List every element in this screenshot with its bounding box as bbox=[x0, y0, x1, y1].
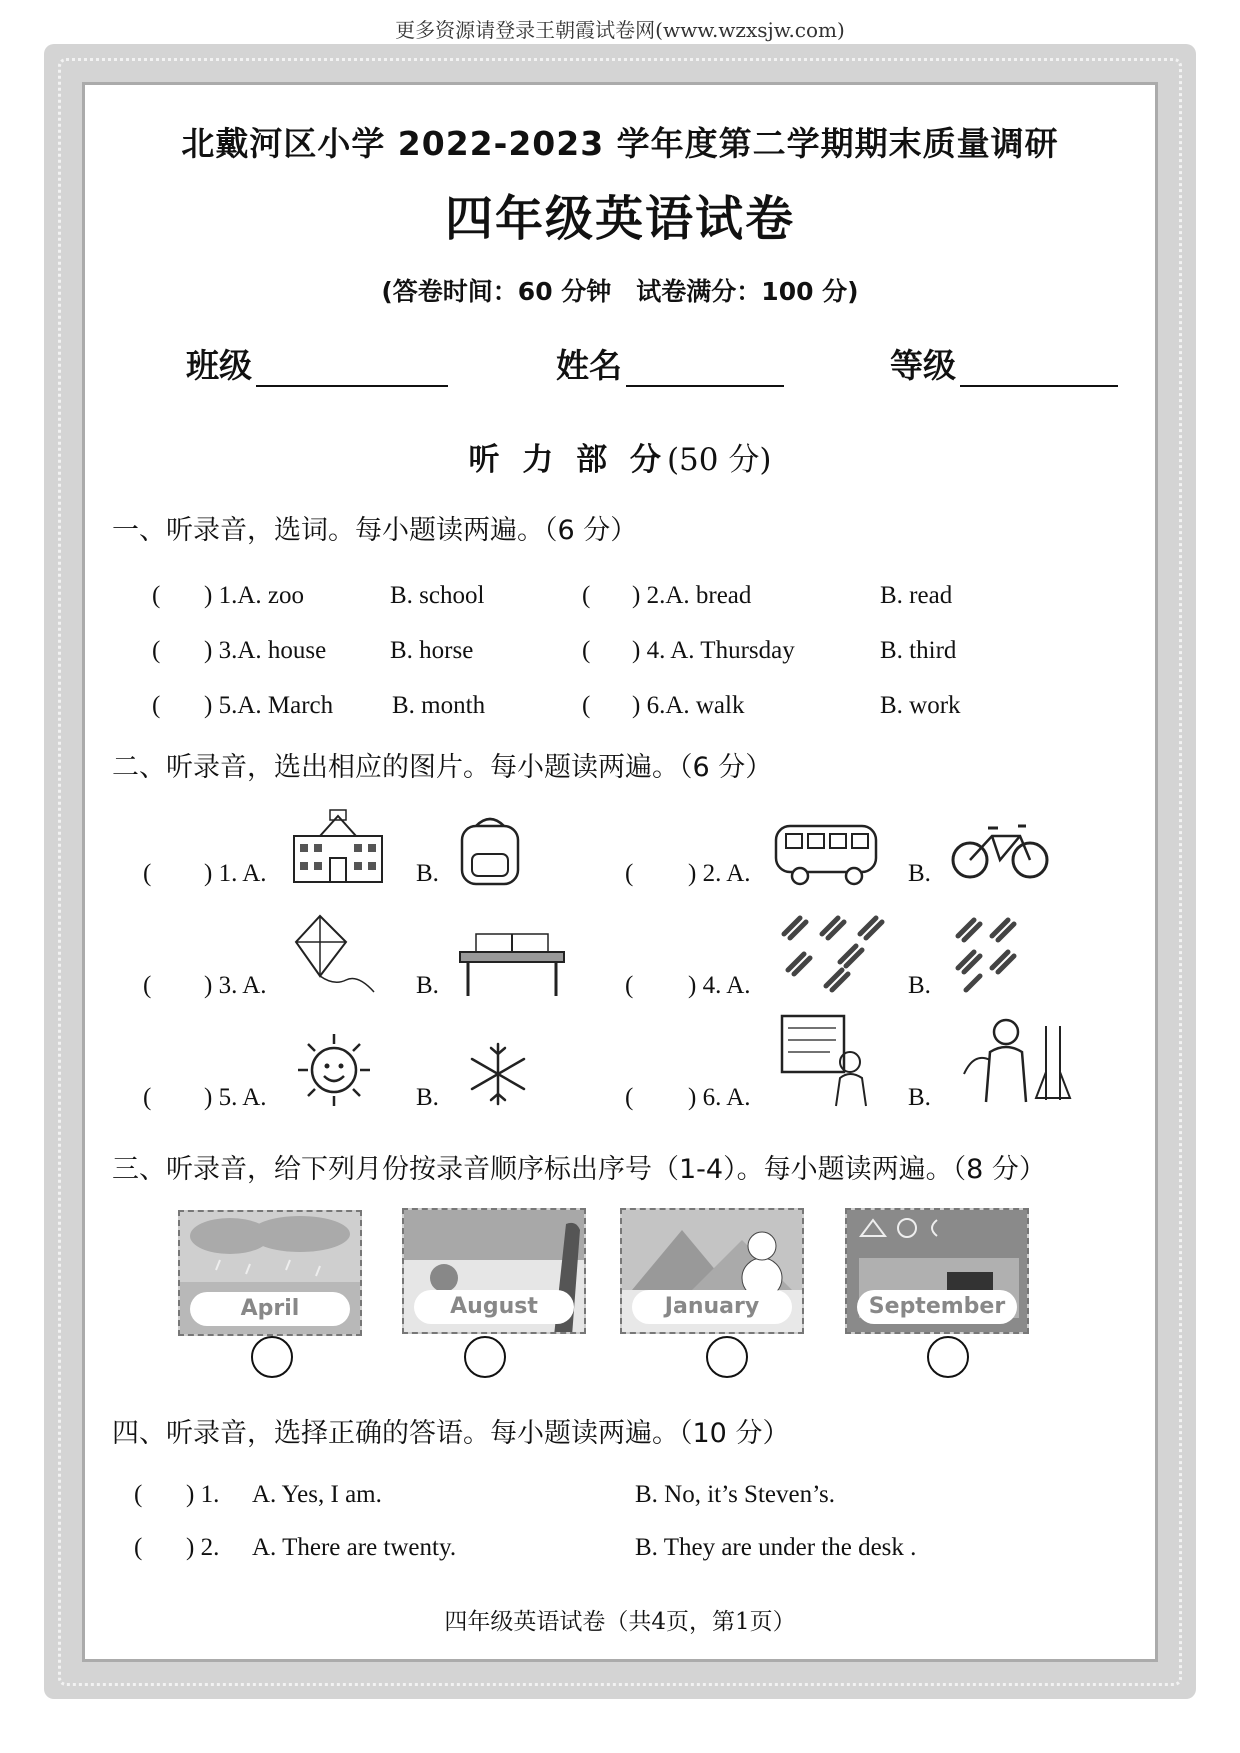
answer-paren[interactable]: ( bbox=[152, 582, 161, 609]
scientist-icon bbox=[950, 1012, 1080, 1108]
grade-label: 等级 bbox=[890, 346, 956, 385]
section-2-title: 二、听录音，选出相应的图片。每小题读两遍。（6 分） bbox=[112, 752, 773, 783]
section-3-title: 三、听录音，给下列月份按录音顺序标出序号（1-4）。每小题读两遍。（8 分） bbox=[112, 1154, 1046, 1185]
section-1-title: 一、听录音，选词。每小题读两遍。（6 分） bbox=[112, 515, 638, 546]
question-1-b: B. school bbox=[390, 582, 485, 609]
name-label: 姓名 bbox=[556, 346, 622, 385]
picture-question-5: ) 5. A. bbox=[204, 1084, 267, 1111]
order-circle-august[interactable] bbox=[464, 1336, 506, 1378]
exam-duration-info: (答卷时间：60 分钟 试卷满分：100 分) bbox=[381, 277, 859, 306]
response-question-2: ) 2. bbox=[186, 1534, 220, 1561]
response-1-b: B. No, it’s Steven’s. bbox=[635, 1481, 836, 1508]
question-2-b: B. read bbox=[880, 582, 953, 609]
class-label: 班级 bbox=[186, 346, 252, 385]
month-card-september bbox=[845, 1208, 1029, 1334]
answer-paren[interactable]: ( bbox=[625, 860, 634, 887]
response-2-b: B. They are under the desk . bbox=[635, 1534, 917, 1561]
backpack-icon bbox=[454, 812, 526, 888]
grade-blank[interactable] bbox=[960, 351, 1118, 387]
sticks-icon bbox=[952, 916, 1022, 996]
order-circle-september[interactable] bbox=[927, 1336, 969, 1378]
ping-pong-table-icon bbox=[456, 926, 568, 998]
question-5-b: B. month bbox=[392, 692, 486, 719]
part-score: (50 分) bbox=[666, 442, 772, 478]
picture-question-2-b: B. bbox=[908, 860, 931, 887]
question-2-a: ) 2.A. bread bbox=[632, 582, 752, 609]
teacher-icon bbox=[780, 1014, 872, 1108]
response-2-a: A. There are twenty. bbox=[252, 1534, 457, 1561]
name-field bbox=[556, 340, 784, 387]
answer-paren[interactable]: ( bbox=[134, 1481, 143, 1508]
response-1-a: A. Yes, I am. bbox=[252, 1481, 382, 1508]
month-label-april: April bbox=[190, 1292, 350, 1326]
month-card-april bbox=[178, 1210, 362, 1336]
name-blank[interactable] bbox=[626, 351, 784, 387]
sun-icon bbox=[296, 1032, 372, 1108]
answer-paren[interactable]: ( bbox=[143, 860, 152, 887]
answer-paren[interactable]: ( bbox=[625, 972, 634, 999]
month-label-august: August bbox=[414, 1290, 574, 1324]
class-field bbox=[186, 340, 448, 387]
question-4-a: ) 4. A. Thursday bbox=[632, 637, 795, 664]
class-blank[interactable] bbox=[256, 351, 448, 387]
picture-question-6-b: B. bbox=[908, 1084, 931, 1111]
month-label-september: September bbox=[857, 1290, 1017, 1324]
answer-paren[interactable]: ( bbox=[143, 972, 152, 999]
question-5-a: ) 5.A. March bbox=[204, 692, 334, 719]
order-circle-april[interactable] bbox=[251, 1336, 293, 1378]
sticks-icon bbox=[774, 914, 890, 996]
section-4-title: 四、听录音，选择正确的答语。每小题读两遍。（10 分） bbox=[112, 1418, 790, 1449]
grade-field bbox=[890, 340, 1118, 387]
picture-question-3-b: B. bbox=[416, 972, 439, 999]
school-icon bbox=[290, 808, 386, 884]
picture-question-2: ) 2. A. bbox=[688, 860, 751, 887]
picture-question-6: ) 6. A. bbox=[688, 1084, 751, 1111]
picture-question-5-b: B. bbox=[416, 1084, 439, 1111]
snowflake-icon bbox=[464, 1040, 532, 1108]
picture-question-4-b: B. bbox=[908, 972, 931, 999]
question-6-a: ) 6.A. walk bbox=[632, 692, 745, 719]
picture-question-1-b: B. bbox=[416, 860, 439, 887]
kite-icon bbox=[290, 912, 380, 998]
answer-paren[interactable]: ( bbox=[582, 582, 591, 609]
exam-subject-title: 四年级英语试卷 bbox=[444, 191, 795, 247]
watermark-text: 更多资源请登录王朝霞试卷网(www.wzxsjw.com) bbox=[395, 18, 845, 42]
response-question-1: ) 1. bbox=[186, 1481, 220, 1508]
question-3-a: ) 3.A. house bbox=[204, 637, 327, 664]
month-label-january: January bbox=[632, 1290, 792, 1324]
answer-paren[interactable]: ( bbox=[152, 637, 161, 664]
question-4-b: B. third bbox=[880, 637, 957, 664]
page-footer: 四年级英语试卷（共4页，第1页） bbox=[444, 1609, 796, 1635]
answer-paren[interactable]: ( bbox=[582, 692, 591, 719]
answer-paren[interactable]: ( bbox=[143, 1084, 152, 1111]
picture-question-1: ) 1. A. bbox=[204, 860, 267, 887]
answer-paren[interactable]: ( bbox=[582, 637, 591, 664]
month-card-january bbox=[620, 1208, 804, 1334]
answer-paren[interactable]: ( bbox=[152, 692, 161, 719]
picture-question-4: ) 4. A. bbox=[688, 972, 751, 999]
answer-paren[interactable]: ( bbox=[625, 1084, 634, 1111]
month-card-august bbox=[402, 1208, 586, 1334]
order-circle-january[interactable] bbox=[706, 1336, 748, 1378]
question-1-a: ) 1.A. zoo bbox=[204, 582, 304, 609]
picture-question-3: ) 3. A. bbox=[204, 972, 267, 999]
question-3-b: B. horse bbox=[390, 637, 474, 664]
bus-icon bbox=[772, 820, 882, 888]
bike-icon bbox=[950, 818, 1050, 882]
part-title-text: 听 力 部 分 bbox=[468, 442, 667, 478]
question-6-b: B. work bbox=[880, 692, 961, 719]
exam-title: 北戴河区小学 2022-2023 学年度第二学期期末质量调研 bbox=[181, 124, 1059, 163]
listening-part-title bbox=[0, 434, 1240, 479]
answer-paren[interactable]: ( bbox=[134, 1534, 143, 1561]
